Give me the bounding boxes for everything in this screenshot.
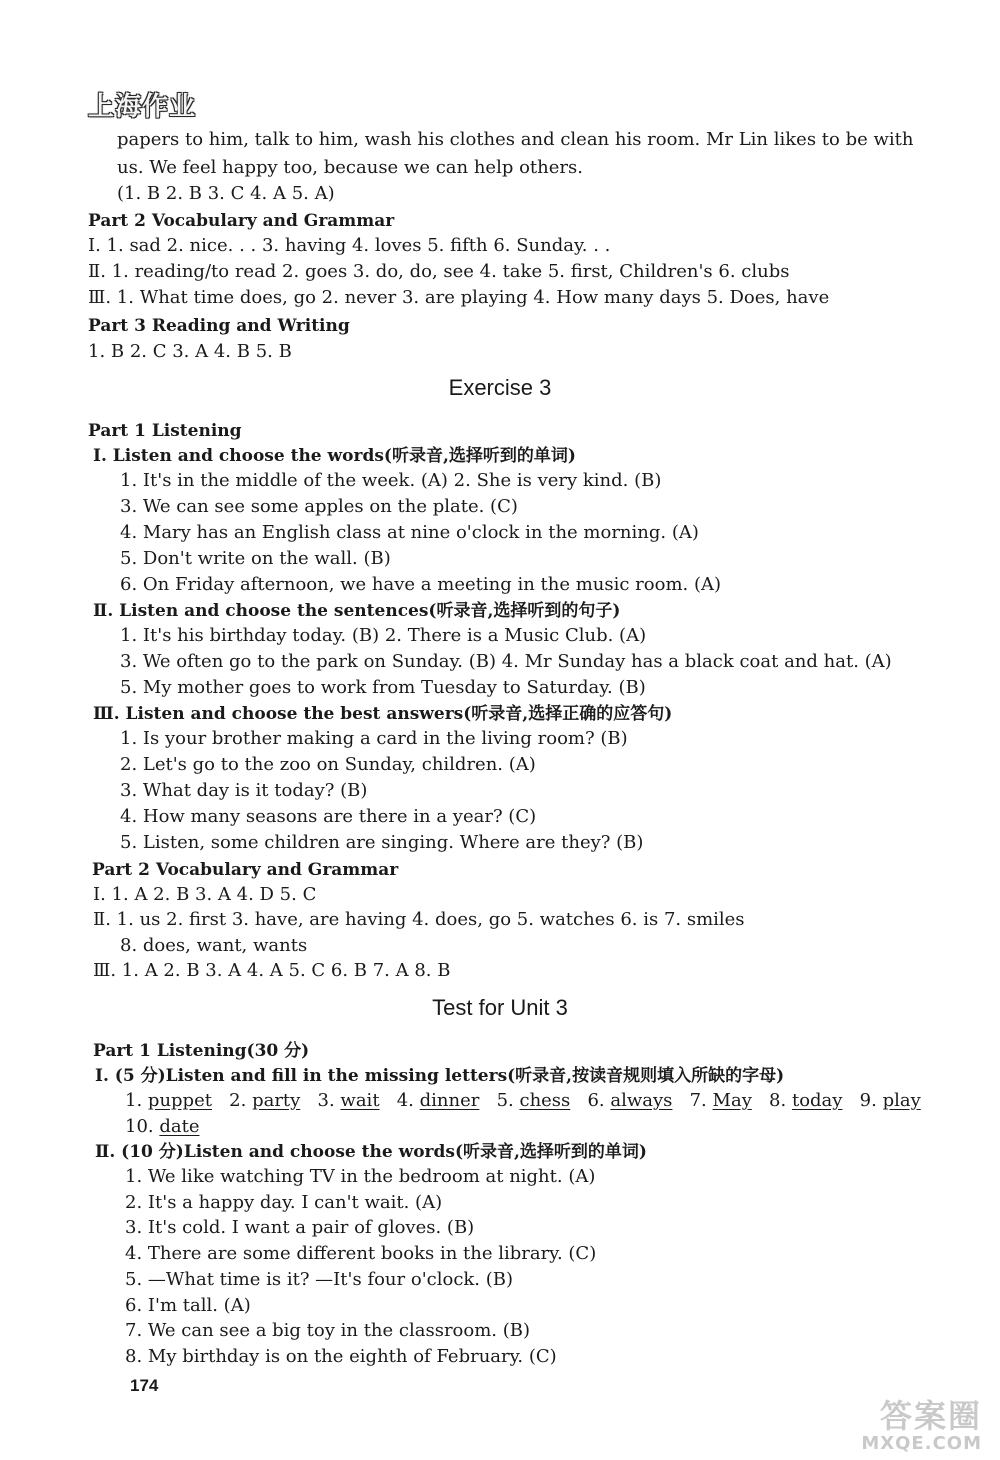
- answer-row: Ⅲ. 1. What time does, go 2. never 3. are playing 4. How many days 5. Does, have: [88, 287, 830, 308]
- item-number: 5.: [496, 1090, 514, 1111]
- list-item: 1. We like watching TV in the bedroom at night. (A): [125, 1166, 596, 1187]
- fill-in-row: [125, 1089, 921, 1113]
- list-item: 1. It's his birthday today. (B) 2. There is a Music Club. (A): [120, 625, 647, 646]
- answer-row: Ⅲ. 1. A 2. B 3. A 4. A 5. C 6. B 7. A 8. B: [93, 960, 451, 981]
- answer-row: 8. does, want, wants: [120, 935, 308, 956]
- list-item: 4. Mary has an English class at nine o'clock in the morning. (A): [120, 522, 699, 543]
- fill-in-row: [125, 1115, 200, 1139]
- item-number: 7.: [689, 1090, 707, 1111]
- watermark-url: MXQE.COM: [861, 1433, 982, 1454]
- page-number: 174: [130, 1376, 159, 1395]
- section-title: Ⅰ. (5 分)Listen and fill in the missing letters(听录音,按读音规则填入所缺的字母): [95, 1066, 785, 1086]
- section-title: Ⅰ. Listen and choose the words(听录音,选择听到的单词): [93, 446, 576, 466]
- part-title: Part 3 Reading and Writing: [88, 316, 350, 336]
- list-item: 1. It's in the middle of the week. (A) 2. She is very kind. (B): [120, 470, 662, 491]
- list-item: 1. Is your brother making a card in the living room? (B): [120, 728, 628, 749]
- fill-word: wait: [340, 1090, 380, 1111]
- list-item: 3. We often go to the park on Sunday. (B) 4. Mr Sunday has a black coat and hat. (A): [120, 651, 892, 672]
- list-item: 5. My mother goes to work from Tuesday to Saturday. (B): [120, 677, 646, 698]
- paragraph-line: papers to him, talk to him, wash his clothes and clean his room. Mr Lin likes to be with: [117, 129, 914, 150]
- list-item: 5. Don't write on the wall. (B): [120, 548, 391, 569]
- fill-word: puppet: [147, 1090, 212, 1111]
- list-item: 6. I'm tall. (A): [125, 1295, 251, 1316]
- fill-word: date: [159, 1116, 200, 1137]
- list-item: 4. There are some different books in the library. (C): [125, 1243, 597, 1264]
- list-item: 3. What day is it today? (B): [120, 780, 368, 801]
- item-number: 3.: [317, 1090, 335, 1111]
- item-number: 10.: [125, 1116, 154, 1137]
- fill-word: May: [712, 1090, 752, 1111]
- list-item: 6. On Friday afternoon, we have a meeting in the music room. (A): [120, 574, 722, 595]
- list-item: 3. It's cold. I want a pair of gloves. (B): [125, 1217, 475, 1238]
- section-title: Ⅱ. (10 分)Listen and choose the words(听录音,选择听到的单词): [95, 1142, 647, 1162]
- watermark-logo: 答案圈: [879, 1397, 982, 1435]
- section-heading: Exercise 3: [448, 375, 552, 400]
- section-heading: Test for Unit 3: [432, 995, 568, 1020]
- list-item: 7. We can see a big toy in the classroom. (B): [125, 1320, 531, 1341]
- fill-word: play: [882, 1090, 921, 1111]
- fill-word: always: [610, 1090, 673, 1111]
- watermark: [742, 1398, 982, 1456]
- fill-word: chess: [519, 1090, 571, 1111]
- part-title: Part 2 Vocabulary and Grammar: [88, 211, 395, 231]
- part-title: Part 2 Vocabulary and Grammar: [92, 860, 399, 880]
- item-number: 1.: [125, 1090, 143, 1111]
- list-item: 3. We can see some apples on the plate. (C): [120, 496, 518, 517]
- answer-line: (1. B 2. B 3. C 4. A 5. A): [117, 183, 335, 204]
- item-number: 6.: [587, 1090, 605, 1111]
- answer-row: Ⅰ. 1. A 2. B 3. A 4. D 5. C: [93, 884, 317, 905]
- item-number: 4.: [396, 1090, 414, 1111]
- answer-row: Ⅰ. 1. sad 2. nice. . . 3. having 4. loves 5. fifth 6. Sunday. . .: [88, 235, 611, 256]
- part-title: Part 1 Listening(30 分): [93, 1041, 310, 1061]
- list-item: 4. How many seasons are there in a year? (C): [120, 806, 537, 827]
- fill-word: party: [252, 1090, 301, 1111]
- answer-row: 1. B 2. C 3. A 4. B 5. B: [88, 341, 292, 362]
- list-item: 8. My birthday is on the eighth of February. (C): [125, 1346, 557, 1367]
- section-title: Ⅲ. Listen and choose the best answers(听录音,选择正确的应答句): [93, 704, 673, 724]
- list-item: 5. Listen, some children are singing. Where are they? (B): [120, 832, 644, 853]
- book-logo: [88, 86, 196, 123]
- part-title: Part 1 Listening: [88, 421, 242, 441]
- fill-word: dinner: [419, 1090, 480, 1111]
- item-number: 2.: [229, 1090, 247, 1111]
- list-item: 2. It's a happy day. I can't wait. (A): [125, 1192, 443, 1213]
- list-item: 5. —What time is it? —It's four o'clock. (B): [125, 1269, 514, 1290]
- paragraph-line: us. We feel happy too, because we can help others.: [117, 157, 583, 178]
- item-number: 8.: [769, 1090, 787, 1111]
- section-title: Ⅱ. Listen and choose the sentences(听录音,选择听到的句子): [93, 601, 621, 621]
- item-number: 9.: [859, 1090, 877, 1111]
- answer-row: Ⅱ. 1. reading/to read 2. goes 3. do, do, see 4. take 5. first, Children's 6. clubs: [88, 261, 790, 282]
- fill-word: today: [791, 1090, 843, 1111]
- answer-row: Ⅱ. 1. us 2. first 3. have, are having 4. does, go 5. watches 6. is 7. smiles: [93, 909, 745, 930]
- book-logo-text: 上海作业: [88, 92, 197, 122]
- list-item: 2. Let's go to the zoo on Sunday, children. (A): [120, 754, 536, 775]
